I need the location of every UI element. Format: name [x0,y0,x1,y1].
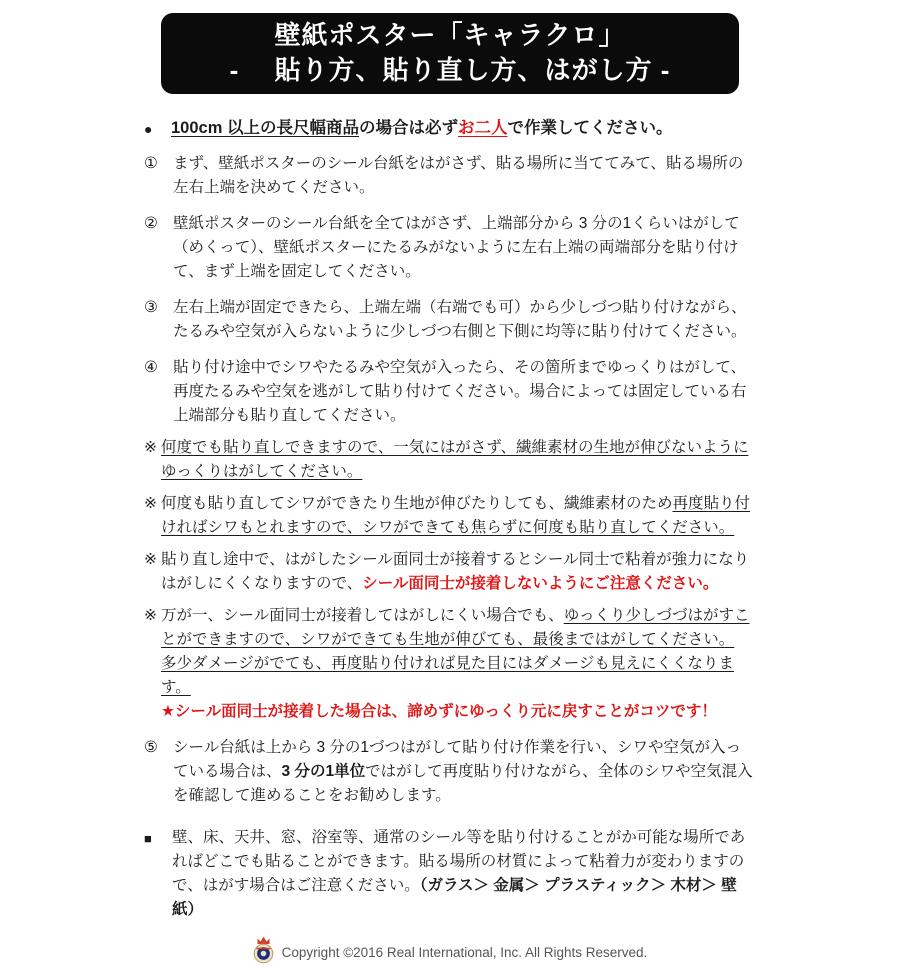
text-segment: 再度貼り付ければシワもとれますので、シワができても焦らずに何度も貼り直してください。 [161,495,751,536]
text-segment: ではがして再度貼り付けながら、全体のシワや空気混入を確認して進めることをお勧めします。 [173,763,753,804]
item-text [161,439,748,480]
instruction-item-3 [144,212,756,284]
instruction-page [144,0,756,968]
instruction-item-1 [144,116,756,140]
text-segment: お二人 [457,119,508,137]
item-text [173,215,740,280]
title-line-1: 壁紙ポスター「キャラクロ」 [274,20,626,50]
text-segment: 3 分の1単位 [281,763,366,780]
item-text [172,829,745,918]
item-text [161,551,749,592]
item-text [173,155,743,196]
item-text [173,299,747,340]
text-segment: ゆっくり少しづづはがすことができますので、シワができても生地が伸びても、最後まではがしてください。 [161,607,750,648]
text-segment: ★シール面同士が接着した場合は、諦めずにゆっくり元に戻すことがコツです！ [161,703,717,720]
text-segment: の場合は必ず [358,119,458,137]
text-segment: シール面同士が接着しないようにご注意ください。 [362,575,719,592]
item-marker: ※ [144,439,157,456]
item-marker: ④ [144,359,158,376]
instruction-item-10 [144,736,756,808]
instruction-item-9 [144,604,756,724]
text-segment: 100cm 以上の長尺幅商品 [171,119,359,137]
item-text [171,119,672,137]
item-marker: ③ [144,299,158,316]
text-segment: （ガラス＞ 金属＞ プラスティック＞ 木材＞ 壁紙） [172,877,737,918]
text-segment: で作業してください。 [507,119,673,137]
item-text [161,607,750,720]
item-marker: ● [144,121,153,137]
instruction-item-6 [144,436,756,484]
text-segment: 貼り直し途中で、はがしたシール面同士が接着するとシール同士で粘着が強力になりはがしにくくなりますので、 [161,551,750,592]
text-segment: 貼り付け途中でシワやたるみや空気が入ったら、その箇所までゆっくりはがして、再度たるみや空気を逃がして貼り付けてください。場合によっては固定している右上端部分も貼り直してください。 [173,359,747,424]
text-segment: 万が一、シール面同士が接着してはがしにくい場合でも、 [161,607,564,624]
item-marker: ⑤ [144,739,158,756]
text-segment: 左右上端が固定できたら、上端左端（右端でも可）から少しづつ貼り付けながら、たるみや空気が入らないように少しづつ右側と下側に均等に貼り付けてください。 [173,299,747,340]
item-marker: ※ [144,551,157,568]
title-banner [161,13,739,94]
instructions-list [144,116,756,922]
instruction-item-2 [144,152,756,200]
text-segment: シール台紙は上から 3 分の1づつはがして貼り付け作業を行い、シワや空気が入っている場合は、 [173,739,742,780]
item-marker: ② [144,215,158,232]
item-marker: ※ [144,495,157,512]
copyright-text: Copyright ©2016 Real International, Inc. All Rights Reserved. [281,944,648,960]
item-marker: ■ [144,831,152,846]
crest-logo-icon [253,936,274,968]
instruction-item-7 [144,492,756,540]
text-segment: まず、壁紙ポスターのシール台紙をはがさず、貼る場所に当ててみて、貼る場所の左右上端を決めてください。 [173,155,744,196]
instruction-item-4 [144,296,756,344]
text-segment: 何度も貼り直してシワができたり生地が伸びたりしても、繊維素材のため [161,495,673,512]
item-marker: ※ [144,607,157,624]
item-text [173,739,753,804]
item-marker: ① [144,155,158,172]
text-segment: 何度でも貼り直しできますので、一気にはがさず、繊維素材の生地が伸びないようにゆっくりはがしてください。 [161,439,749,480]
title-line-2: - 貼り方、貼り直し方、はがし方 - [229,55,671,85]
instruction-item-11 [144,826,756,922]
instruction-item-8 [144,548,756,596]
instruction-item-5 [144,356,756,428]
footer [144,936,756,968]
item-text [161,495,750,536]
item-text [173,359,747,424]
text-segment: 壁、床、天井、窓、浴室等、通常のシール等を貼り付けることがか可能な場所であればどこでも貼ることができます。貼る場所の材質によって粘着力が変わりますので、はがす場合はご注意ください。 [172,829,746,894]
text-segment: 多少ダメージがでても、再度貼り付ければ見た目にはダメージも見えにくくなります。 [161,655,734,696]
text-segment: 壁紙ポスターのシール台紙を全てはがさず、上端部分から 3 分の1くらいはがして（めくって）、壁紙ポスターにたるみがないように左右上端の両端部分を貼り付けて、まず上端を固定してください。 [173,215,740,280]
